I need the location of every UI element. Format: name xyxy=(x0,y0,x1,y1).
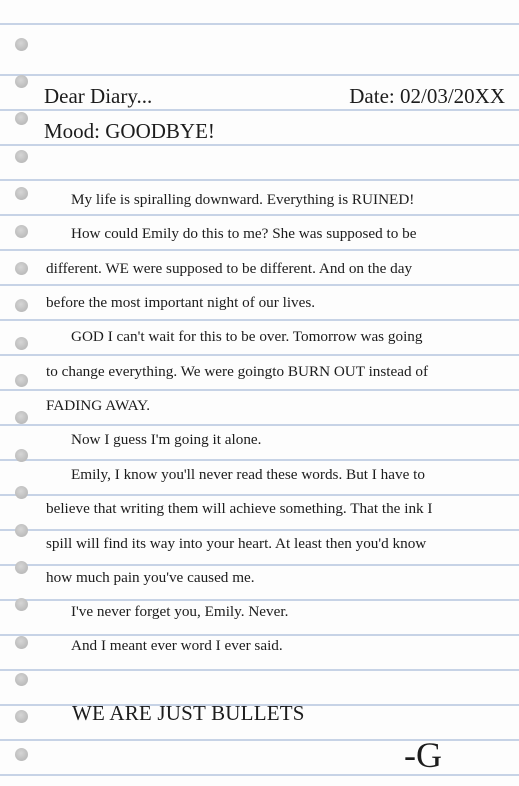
diary-greeting: Dear Diary... xyxy=(44,84,153,108)
punch-hole xyxy=(15,225,28,238)
closing-shout: WE ARE JUST BULLETS xyxy=(72,701,305,725)
punch-hole xyxy=(15,486,28,499)
punch-hole xyxy=(15,112,28,125)
punch-hole xyxy=(15,374,28,387)
punch-hole xyxy=(15,187,28,200)
punch-hole xyxy=(15,75,28,88)
punch-hole xyxy=(15,748,28,761)
punch-hole xyxy=(15,673,28,686)
entry-line: believe that writing them will achieve something. That the ink I xyxy=(46,500,433,517)
diary-date: Date: 02/03/20XX xyxy=(349,84,505,108)
signature: -G xyxy=(404,735,442,775)
entry-line: before the most important night of our lives. xyxy=(46,294,316,311)
punch-hole xyxy=(15,337,28,350)
entry-line: spill will find its way into your heart. At least then you'd know xyxy=(46,535,427,552)
punch-hole xyxy=(15,710,28,723)
entry-line: My life is spiralling downward. Everything is RUINED! xyxy=(71,191,415,208)
punch-hole xyxy=(15,262,28,275)
punch-hole xyxy=(15,524,28,537)
punch-hole xyxy=(15,561,28,574)
punch-hole xyxy=(15,150,28,163)
punch-hole-margin xyxy=(0,0,40,786)
punch-hole xyxy=(15,449,28,462)
punch-hole xyxy=(15,299,28,312)
entry-line: FADING AWAY. xyxy=(46,397,150,414)
entry-line: Now I guess I'm going it alone. xyxy=(71,431,262,448)
entry-line: Emily, I know you'll never read these words. But I have to xyxy=(71,466,425,483)
diary-mood: Mood: GOODBYE! xyxy=(44,119,215,143)
entry-line: to change everything. We were goingto BURN OUT instead of xyxy=(46,363,429,380)
entry-line: How could Emily do this to me? She was supposed to be xyxy=(71,225,417,242)
punch-hole xyxy=(15,38,28,51)
entry-line: GOD I can't wait for this to be over. Tomorrow was going xyxy=(71,328,423,345)
entry-line: I've never forget you, Emily. Never. xyxy=(71,603,289,620)
punch-hole xyxy=(15,598,28,611)
punch-hole xyxy=(15,636,28,649)
entry-line: And I meant ever word I ever said. xyxy=(71,637,283,654)
punch-hole xyxy=(15,411,28,424)
entry-line: different. WE were supposed to be different. And on the day xyxy=(46,260,413,277)
entry-line: how much pain you've caused me. xyxy=(46,569,255,586)
